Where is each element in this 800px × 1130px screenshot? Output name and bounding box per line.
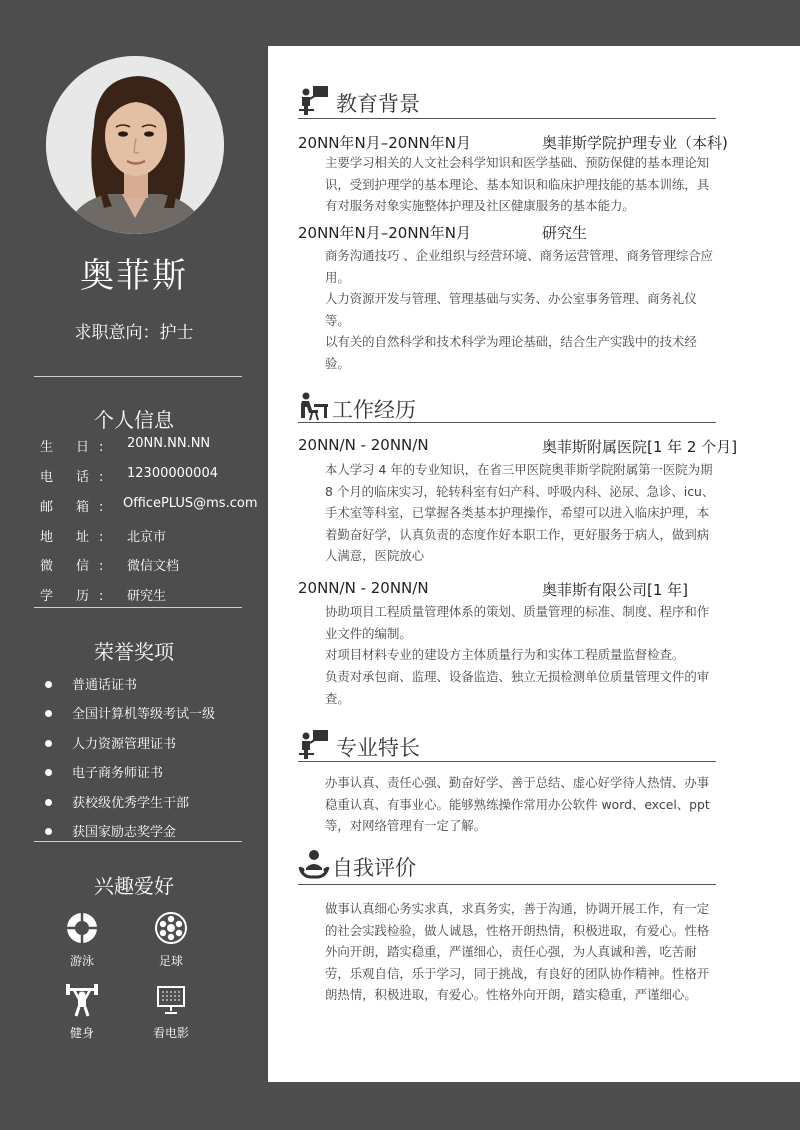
education-entry-2-header xyxy=(298,222,588,243)
hobby-fitness: 健身 xyxy=(52,982,112,1041)
email-value[interactable]: OfficePLUS@ms.com xyxy=(123,496,258,511)
education-entry-2-desc-1: 商务沟通技巧 、企业组织与经营环境、商务运营管理、商务管理综合应用。 xyxy=(325,248,714,285)
section-underline xyxy=(298,761,716,762)
avatar-photo xyxy=(46,56,224,234)
skills-title: 专业特长 xyxy=(336,736,420,760)
degree-value: 研究生 xyxy=(127,589,167,604)
honor-item: 电子商务师证书 xyxy=(45,762,163,781)
work-title: 工作经历 xyxy=(332,398,416,422)
divider xyxy=(34,376,242,377)
soccer-ball-icon xyxy=(153,910,189,946)
education-entry-1-desc: 主要学习相关的人文社会科学知识和医学基础、预防保健的基本理论知识，受到护理学的基本理论、基本知识和临床护理技能的基本训练，具有对服务对象实施整体护理及社区健康服务的基本能力。 xyxy=(325,155,710,213)
education-title: 教育背景 xyxy=(336,92,420,116)
avatar xyxy=(46,56,224,234)
personal-info-title: 个人信息 xyxy=(94,408,174,432)
work-entry-2-org: 奥菲斯有限公司[1 年] xyxy=(542,581,689,599)
honors-title: 荣誉奖项 xyxy=(94,640,174,664)
monitor-icon xyxy=(153,982,189,1018)
honor-item: 全国计算机等级考试一级 xyxy=(45,703,215,722)
wechat-value: 微信文档 xyxy=(127,559,180,574)
teacher-board-icon xyxy=(298,728,330,760)
hobbies-title: 兴趣爱好 xyxy=(94,874,174,898)
birthday-value: 20NN.NN.NN xyxy=(127,436,211,451)
section-underline xyxy=(298,884,716,885)
work-entry-2-desc-3: 负责对承包商、监理、设备监造、独立无损检测单位质量管理文件的审查。 xyxy=(325,669,710,706)
work-entry-1-header xyxy=(298,436,738,456)
education-entry-1-date: 20NN年N月–20NN年N月 xyxy=(298,134,471,152)
sidebar: 奥菲斯 求职意向：护士 个人信息 生 日 : 20NN.NN.NN 电 话 : 12300000004 邮 箱 : OfficePLUS@ms.com 地 址 : 北京市 微 信 : 微信文档 学 历 : 研究生 荣誉奖项 普通话证书 全国计算机等级考试一级 人力资源管理证书 电子商务师证书 获校级优秀学生干部 获国家励志奖学金 兴趣爱好 游泳 足球 健身 看电影 xyxy=(0,0,268,1130)
bullet-icon xyxy=(45,828,52,835)
divider xyxy=(34,841,242,842)
work-entry-2-header xyxy=(298,579,689,599)
swim-ring-icon xyxy=(64,910,100,946)
address-value: 北京市 xyxy=(127,530,167,545)
education-entry-1-org: 奥菲斯学院护理专业（本科) xyxy=(542,134,728,152)
self-eval-title: 自我评价 xyxy=(332,856,416,880)
work-entry-2-desc-1: 协助项目工程质量管理体系的策划、质量管理的标准、制度、程序和作业文件的编制。 xyxy=(325,604,710,641)
work-entry-1-desc: 本人学习 4 年的专业知识，在省三甲医院奥菲斯学院附属第一医院为期 8 个月的临床实习，轮转科室有妇产科、呼吸内科、泌尿、急诊、icu、手术室等科室，已掌握各类基本护理操作，希望可以进入临床护理，本着勤奋好学，认真负责的态度作好本职工作，更好服务于病人，做到病人满意，医院放心 xyxy=(325,462,715,563)
work-entry-2-desc-2: 对项目材料专业的建设方主体质量行为和实体工程质量监督检查。 xyxy=(325,647,685,662)
person-hands-icon xyxy=(298,848,330,880)
education-entry-2-date: 20NN年N月–20NN年N月 xyxy=(298,224,471,242)
hobby-movie: 看电影 xyxy=(141,982,201,1041)
job-intent: 求职意向：护士 xyxy=(74,323,194,343)
bullet-icon xyxy=(45,710,52,717)
honor-item: 获校级优秀学生干部 xyxy=(45,792,189,811)
main-panel xyxy=(268,46,800,1082)
hobby-swim: 游泳 xyxy=(52,910,112,969)
work-entry-1-date: 20NN/N - 20NN/N xyxy=(298,436,429,454)
honor-item: 普通话证书 xyxy=(45,674,137,693)
section-underline xyxy=(298,118,716,119)
honor-item: 获国家励志奖学金 xyxy=(45,821,176,840)
bullet-icon xyxy=(45,769,52,776)
divider xyxy=(34,607,242,608)
section-underline xyxy=(298,422,716,423)
education-entry-2-desc-2: 人力资源开发与管理、管理基础与实务、办公室事务管理、商务礼仪等。 xyxy=(325,291,697,328)
weightlifting-icon xyxy=(64,982,100,1018)
phone-value: 12300000004 xyxy=(127,466,218,481)
education-entry-2-org: 研究生 xyxy=(542,224,588,242)
candidate-name: 奥菲斯 xyxy=(80,256,188,296)
work-entry-2-date: 20NN/N - 20NN/N xyxy=(298,579,429,597)
bullet-icon xyxy=(45,681,52,688)
desk-worker-icon xyxy=(298,390,330,422)
self-eval-desc: 做事认真细心务实求真，求真务实，善于沟通，协调开展工作，有一定的社会实践检验，做人诚恳，性格开朗热情，积极进取，有爱心。性格外向开朗，踏实稳重，严谨细心，责任心强，为人真诚和善，吃苦耐劳，乐观自信，乐于学习，同于挑战，有良好的团队协作精神。性格开朗热情，积极进取，有爱心。性格外向开朗，踏实稳重，严谨细心。 xyxy=(325,901,710,1002)
work-entry-1-org: 奥菲斯附属医院[1 年 2 个月] xyxy=(542,438,738,456)
bullet-icon xyxy=(45,740,52,747)
bullet-icon xyxy=(45,799,52,806)
teacher-board-icon xyxy=(298,84,330,116)
hobby-soccer: 足球 xyxy=(141,910,201,969)
education-entry-2-desc-3: 以有关的自然科学和技术科学为理论基础，结合生产实践中的技术经验。 xyxy=(325,334,697,371)
education-entry-1-header xyxy=(298,132,728,153)
honor-item: 人力资源管理证书 xyxy=(45,733,176,752)
skills-desc: 办事认真、责任心强、勤奋好学、善于总结、虚心好学待人热情、办事稳重认真、有事业心。能够熟练操作常用办公软件 word、excel、ppt 等，对网络管理有一定了解。 xyxy=(325,775,710,833)
